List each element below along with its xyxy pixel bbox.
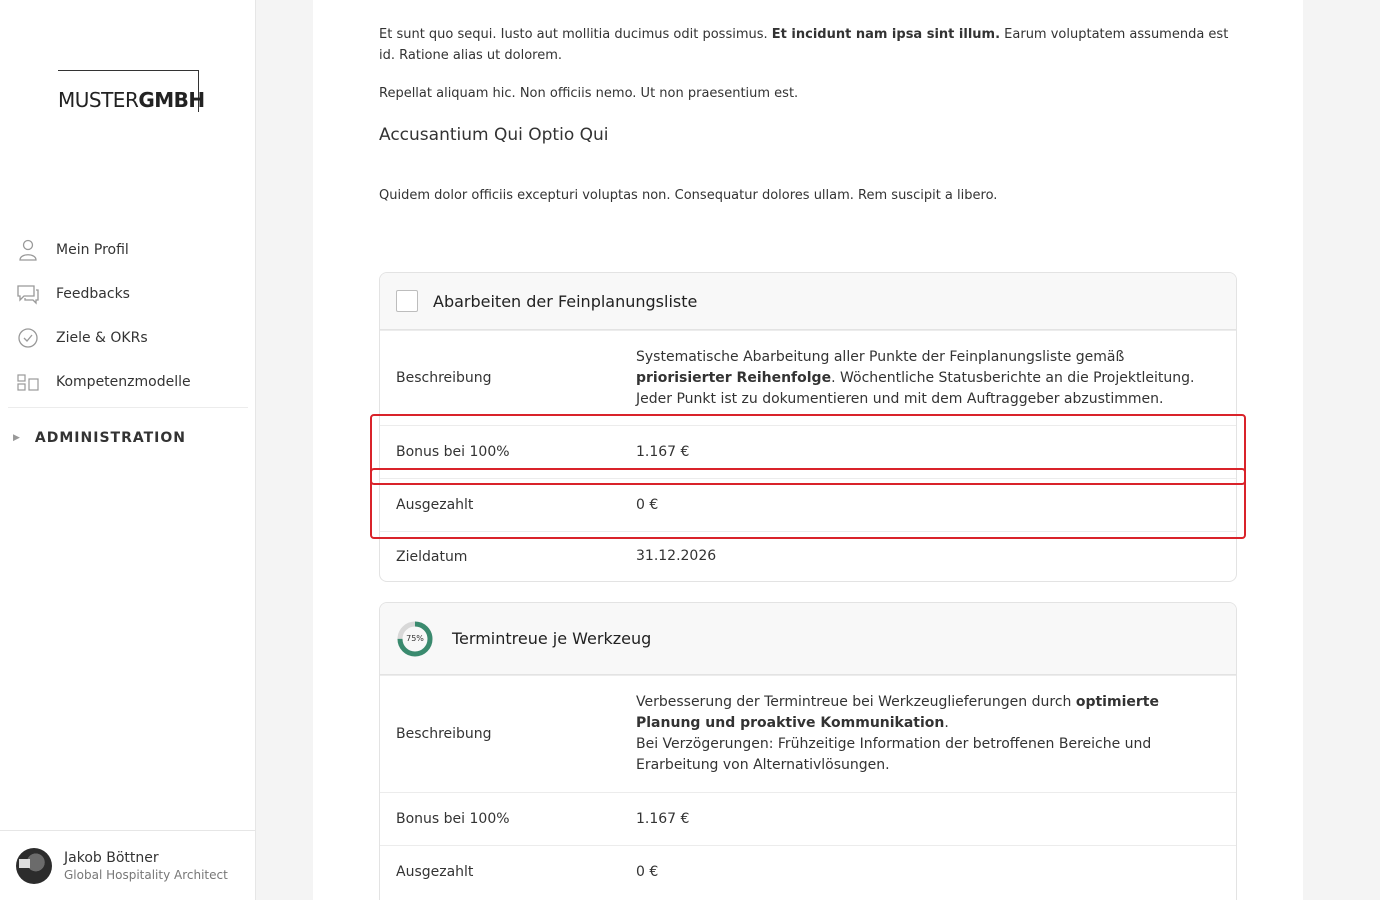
goal-title: Abarbeiten der Feinplanungsliste xyxy=(433,291,698,311)
row-value: 1.167 € xyxy=(636,443,690,460)
sidebar-item-label: Mein Profil xyxy=(56,242,129,258)
goal-checkbox[interactable] xyxy=(396,290,418,312)
row-value: Verbesserung der Termintreue bei Werkzeuglieferungen durch optimierte Planung und proaktive Kommunikation. Bei Verzögerungen: Frühzeitige Information der betroffenen Bereiche und Erarbeitung von Alternativlösungen. xyxy=(636,694,1159,773)
chat-icon xyxy=(16,282,40,306)
row-label: Beschreibung xyxy=(396,726,492,742)
sidebar xyxy=(0,0,256,900)
user-role: Global Hospitality Architect xyxy=(64,867,228,882)
goal-row-paid xyxy=(380,845,1236,898)
goal-card-header xyxy=(380,603,1236,675)
main-content xyxy=(313,0,1303,900)
company-logo[interactable] xyxy=(58,70,205,112)
row-label: Zieldatum xyxy=(396,548,468,565)
sidebar-item-mein-profil[interactable] xyxy=(8,228,248,272)
user-profile[interactable] xyxy=(0,830,255,900)
row-value: 1.167 € xyxy=(636,810,690,827)
sidebar-item-label: Kompetenzmodelle xyxy=(56,374,191,390)
section-heading: Accusantium Qui Optio Qui xyxy=(379,125,609,145)
paragraph: Et sunt quo sequi. Iusto aut mollitia ducimus odit possimus. Et incidunt nam ipsa sint illum. Earum voluptatem assumenda est id. Ratione alias ut dolorem. xyxy=(379,27,1229,63)
row-label: Ausgezahlt xyxy=(396,864,474,880)
goal-row-bonus xyxy=(380,792,1236,845)
paragraph: Quidem dolor officiis excepturi voluptas non. Consequatur dolores ullam. Rem suscipit a libero. xyxy=(379,188,998,203)
sidebar-item-kompetenzmodelle[interactable] xyxy=(8,360,248,404)
row-label: Bonus bei 100% xyxy=(396,811,510,827)
goal-row-description xyxy=(380,675,1236,792)
goal-title: Termintreue je Werkzeug xyxy=(452,629,652,648)
user-icon xyxy=(16,238,40,262)
sidebar-item-label: ADMINISTRATION xyxy=(34,430,186,446)
progress-ring xyxy=(396,620,434,658)
paragraph: Repellat aliquam hic. Non officiis nemo. Ut non praesentium est. xyxy=(379,86,799,101)
goal-card-header xyxy=(380,273,1236,330)
row-value: 31.12.2026 xyxy=(636,548,717,564)
goal-row-bonus xyxy=(380,425,1236,478)
nav-divider xyxy=(8,407,248,408)
goal-row-description xyxy=(380,330,1236,425)
sidebar-item-feedbacks[interactable] xyxy=(8,272,248,316)
logo-text: MUSTERGMBH xyxy=(58,88,205,112)
row-label: Beschreibung xyxy=(396,370,492,386)
sidebar-item-ziele-okrs[interactable] xyxy=(8,316,248,360)
check-circle-icon xyxy=(16,326,40,350)
goal-row-paid xyxy=(380,478,1236,531)
sidebar-item-label: Feedbacks xyxy=(56,286,130,302)
sidebar-nav xyxy=(8,228,248,462)
row-value: 0 € xyxy=(636,496,659,513)
row-value: 0 € xyxy=(636,863,659,880)
row-value: Systematische Abarbeitung aller Punkte der Feinplanungsliste gemäß priorisierter Reihenfolge. Wöchentliche Statusberichte an die Projektleitung. Jeder Punkt ist zu dokumentieren und mit dem Auftraggeber abzustimmen. xyxy=(636,348,1195,407)
row-label: Ausgezahlt xyxy=(396,497,474,513)
avatar xyxy=(16,848,52,884)
goal-row-date xyxy=(380,531,1236,581)
row-label: Bonus bei 100% xyxy=(396,444,510,460)
grid-icon xyxy=(16,370,40,394)
goal-card xyxy=(379,272,1237,582)
user-name: Jakob Böttner xyxy=(64,849,159,866)
sidebar-item-administration[interactable] xyxy=(8,414,248,462)
progress-label: 75% xyxy=(406,634,424,643)
goal-card xyxy=(379,602,1237,900)
sidebar-item-label: Ziele & OKRs xyxy=(56,330,148,346)
caret-right-icon: ▶ xyxy=(13,433,21,443)
